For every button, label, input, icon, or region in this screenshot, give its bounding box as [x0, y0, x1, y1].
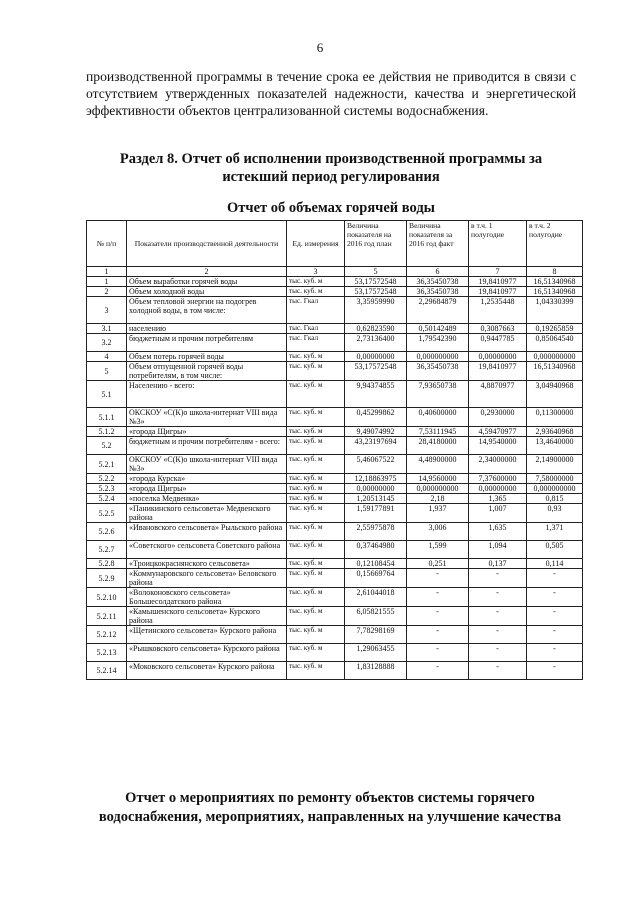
row-unit: тыс. куб. м: [287, 455, 345, 474]
row-half2-value: -: [527, 626, 583, 644]
table-row: [87, 381, 583, 408]
row-half2-value: 0,85064540: [527, 334, 583, 352]
row-indicator: «поселка Медвенка»: [127, 494, 287, 504]
row-plan-value: 53,17572548: [345, 287, 407, 297]
header-half2: в т.ч. 2 полугодие: [527, 221, 583, 267]
row-half2-value: 0,815: [527, 494, 583, 504]
row-indicator: «Троицкокраснянского сельсовета»: [127, 559, 287, 569]
row-fact-value: 2,29684879: [407, 297, 469, 324]
row-plan-value: 9,49074992: [345, 427, 407, 437]
row-half1-value: 19,8410977: [469, 277, 527, 287]
row-number: 5: [87, 362, 127, 381]
footer-title: Отчет о мероприятиях по ремонту объектов системы горячего водоснабжения, мероприятиях, направленных на улучшение качества: [98, 790, 562, 825]
header-unit: Ед. измерения: [287, 221, 345, 267]
table-row: [87, 455, 583, 474]
row-half2-value: 0,114: [527, 559, 583, 569]
row-unit: тыс. куб. м: [287, 494, 345, 504]
row-number: 3.2: [87, 334, 127, 352]
header-plan: Величина показателя на 2016 год план: [345, 221, 407, 267]
row-number: 5.2.13: [87, 644, 127, 662]
table-row: [87, 541, 583, 559]
row-plan-value: 3,35959990: [345, 297, 407, 324]
row-half2-value: -: [527, 588, 583, 607]
row-half1-value: 0,00000000: [469, 484, 527, 494]
row-fact-value: -: [407, 662, 469, 680]
table-row: [87, 607, 583, 626]
row-number: 3.1: [87, 324, 127, 334]
row-fact-value: -: [407, 607, 469, 626]
row-fact-value: 1,79542390: [407, 334, 469, 352]
header-num: № п/п: [87, 221, 127, 267]
row-half1-value: 0,2930000: [469, 408, 527, 427]
row-indicator: Населению - всего:: [127, 381, 287, 408]
row-number: 5.2.2: [87, 474, 127, 484]
row-unit: тыс. куб. м: [287, 541, 345, 559]
row-half1-value: 19,8410977: [469, 287, 527, 297]
row-indicator: ОКСКОУ «С(К)о школа-интернат VIII вида №3»: [127, 408, 287, 427]
row-number: 5.1.2: [87, 427, 127, 437]
row-number: 5.2.8: [87, 559, 127, 569]
column-number-row: [87, 267, 583, 277]
row-half1-value: 4,8870977: [469, 381, 527, 408]
row-half2-value: -: [527, 569, 583, 588]
row-number: 5.2.5: [87, 504, 127, 523]
row-half2-value: -: [527, 644, 583, 662]
row-indicator: бюджетным и прочим потребителям - всего:: [127, 437, 287, 455]
column-number: 2: [127, 267, 287, 277]
row-number: 5.2.1: [87, 455, 127, 474]
row-half1-value: 1,094: [469, 541, 527, 559]
row-plan-value: 0,15669764: [345, 569, 407, 588]
row-plan-value: 1,59177891: [345, 504, 407, 523]
row-indicator: ОКСКОУ «С(К)о школа-интернат VIII вида №3»: [127, 455, 287, 474]
table-row: [87, 569, 583, 588]
table-row: [87, 334, 583, 352]
row-plan-value: 1,29063455: [345, 644, 407, 662]
row-unit: тыс. куб. м: [287, 437, 345, 455]
row-unit: тыс. куб. м: [287, 277, 345, 287]
row-number: 1: [87, 277, 127, 287]
row-plan-value: 7,78298169: [345, 626, 407, 644]
row-plan-value: 1,20513145: [345, 494, 407, 504]
row-indicator: «Камышенского сельсовета» Курского района: [127, 607, 287, 626]
row-half2-value: 3,04940968: [527, 381, 583, 408]
row-plan-value: 5,46067522: [345, 455, 407, 474]
section-title: Раздел 8. Отчет об исполнении производственной программы за истекший период регулирования: [119, 151, 543, 185]
row-fact-value: 2,18: [407, 494, 469, 504]
row-plan-value: 53,17572548: [345, 362, 407, 381]
row-plan-value: 53,17572548: [345, 277, 407, 287]
row-number: 5.2.11: [87, 607, 127, 626]
row-indicator: населению: [127, 324, 287, 334]
page-number: 6: [316, 40, 324, 55]
column-number: 7: [469, 267, 527, 277]
row-plan-value: 2,61044018: [345, 588, 407, 607]
row-indicator: Объем холодной воды: [127, 287, 287, 297]
table-header-row: [87, 221, 583, 267]
table-row: [87, 494, 583, 504]
table-row: [87, 588, 583, 607]
row-unit: тыс. куб. м: [287, 381, 345, 408]
row-number: 5.2.9: [87, 569, 127, 588]
row-half1-value: 7,37600000: [469, 474, 527, 484]
row-indicator: Объем выработки горячей воды: [127, 277, 287, 287]
row-fact-value: 0,000000000: [407, 352, 469, 362]
row-number: 5.2: [87, 437, 127, 455]
row-half2-value: 1,371: [527, 523, 583, 541]
row-half2-value: 13,4640000: [527, 437, 583, 455]
table-body: [87, 277, 583, 680]
row-unit: тыс. куб. м: [287, 287, 345, 297]
row-half1-value: -: [469, 607, 527, 626]
table-row: [87, 626, 583, 644]
row-unit: тыс. куб. м: [287, 588, 345, 607]
row-unit: тыс. куб. м: [287, 504, 345, 523]
table-row: [87, 297, 583, 324]
row-plan-value: 0,12108454: [345, 559, 407, 569]
row-indicator: «города Щигры»: [127, 427, 287, 437]
row-indicator: «Щетинского сельсовета» Курского района: [127, 626, 287, 644]
table-title: Отчет об объемах горячей воды: [226, 200, 435, 216]
row-half2-value: 16,51340968: [527, 362, 583, 381]
row-half1-value: -: [469, 644, 527, 662]
table-row: [87, 277, 583, 287]
column-number: 6: [407, 267, 469, 277]
header-fact: Величина показателя за 2016 год факт: [407, 221, 469, 267]
table-row: [87, 408, 583, 427]
row-half1-value: 19,8410977: [469, 362, 527, 381]
row-indicator: «Волоконовского сельсовета» Большесолдатского района: [127, 588, 287, 607]
table-row: [87, 287, 583, 297]
row-number: 5.1: [87, 381, 127, 408]
row-half2-value: 0,000000000: [527, 484, 583, 494]
row-half1-value: 0,137: [469, 559, 527, 569]
column-number: 1: [87, 267, 127, 277]
row-half2-value: 0,19265859: [527, 324, 583, 334]
row-half2-value: 0,93: [527, 504, 583, 523]
row-half1-value: 2,34000000: [469, 455, 527, 474]
row-number: 3: [87, 297, 127, 324]
row-half2-value: 7,58000000: [527, 474, 583, 484]
row-half1-value: 1,2535448: [469, 297, 527, 324]
row-indicator: «Советского» сельсовета Советского района: [127, 541, 287, 559]
table-row: [87, 427, 583, 437]
row-number: 5.1.1: [87, 408, 127, 427]
row-indicator: «Ивановского сельсовета» Рыльского района: [127, 523, 287, 541]
row-fact-value: 3,006: [407, 523, 469, 541]
row-unit: тыс. куб. м: [287, 352, 345, 362]
table-row: [87, 362, 583, 381]
row-fact-value: 1,937: [407, 504, 469, 523]
row-half1-value: 1,635: [469, 523, 527, 541]
row-half1-value: 1,365: [469, 494, 527, 504]
row-fact-value: 4,48900000: [407, 455, 469, 474]
row-fact-value: 0,40600000: [407, 408, 469, 427]
table-row: [87, 484, 583, 494]
row-half1-value: 0,3087663: [469, 324, 527, 334]
table-row: [87, 352, 583, 362]
row-unit: тыс. куб. м: [287, 474, 345, 484]
row-half2-value: 16,51340968: [527, 287, 583, 297]
row-unit: тыс. куб. м: [287, 408, 345, 427]
row-number: 4: [87, 352, 127, 362]
row-plan-value: 0,62823590: [345, 324, 407, 334]
row-half2-value: 2,93640968: [527, 427, 583, 437]
row-fact-value: -: [407, 588, 469, 607]
table-row: [87, 662, 583, 680]
row-unit: тыс. куб. м: [287, 484, 345, 494]
row-indicator: «Моковского сельсовета» Курского района: [127, 662, 287, 680]
row-unit: тыс. куб. м: [287, 626, 345, 644]
row-half1-value: -: [469, 662, 527, 680]
row-unit: тыс. Гкал: [287, 324, 345, 334]
row-half2-value: 0,000000000: [527, 352, 583, 362]
row-number: 5.2.12: [87, 626, 127, 644]
row-half1-value: 4,59470977: [469, 427, 527, 437]
row-half1-value: -: [469, 626, 527, 644]
row-half1-value: 0,00000000: [469, 352, 527, 362]
table-row: [87, 559, 583, 569]
row-fact-value: 36,35450738: [407, 277, 469, 287]
row-plan-value: 0,00000000: [345, 484, 407, 494]
table-row: [87, 324, 583, 334]
row-unit: тыс. куб. м: [287, 662, 345, 680]
row-indicator: Объем потерь горячей воды: [127, 352, 287, 362]
row-plan-value: 2,55975878: [345, 523, 407, 541]
row-fact-value: 36,35450738: [407, 287, 469, 297]
row-unit: тыс. куб. м: [287, 362, 345, 381]
table-row: [87, 437, 583, 455]
row-fact-value: 7,53111945: [407, 427, 469, 437]
table-row: [87, 523, 583, 541]
row-unit: тыс. куб. м: [287, 569, 345, 588]
row-half2-value: 16,51340968: [527, 277, 583, 287]
row-fact-value: 0,251: [407, 559, 469, 569]
row-unit: тыс. куб. м: [287, 607, 345, 626]
row-fact-value: 1,599: [407, 541, 469, 559]
row-half1-value: -: [469, 588, 527, 607]
row-half1-value: 14,9540000: [469, 437, 527, 455]
row-half1-value: 1,007: [469, 504, 527, 523]
row-fact-value: 14,9560000: [407, 474, 469, 484]
row-half2-value: -: [527, 607, 583, 626]
row-plan-value: 9,94374855: [345, 381, 407, 408]
row-plan-value: 43,23197694: [345, 437, 407, 455]
row-number: 5.2.10: [87, 588, 127, 607]
row-unit: тыс. куб. м: [287, 427, 345, 437]
row-plan-value: 0,37464980: [345, 541, 407, 559]
row-half1-value: -: [469, 569, 527, 588]
table-row: [87, 474, 583, 484]
header-name: Показатели производственной деятельности: [127, 221, 287, 267]
row-fact-value: 36,35450738: [407, 362, 469, 381]
intro-paragraph: производственной программы в течение срока ее действия не приводится в связи с отсутствием утвержденных показателей надежности, качества и энергетической эффективности объектов централизованной системы водоснабжения.: [86, 69, 576, 118]
row-unit: тыс. куб. м: [287, 559, 345, 569]
row-indicator: «Рышковского сельсовета» Курского района: [127, 644, 287, 662]
row-plan-value: 6,05821555: [345, 607, 407, 626]
row-indicator: бюджетным и прочим потребителям: [127, 334, 287, 352]
column-number: 5: [345, 267, 407, 277]
row-half2-value: 0,505: [527, 541, 583, 559]
row-fact-value: 0,50142489: [407, 324, 469, 334]
row-indicator: Объем тепловой энергии на подогрев холодной воды, в том числе:: [127, 297, 287, 324]
column-number: 3: [287, 267, 345, 277]
row-fact-value: 0,000000000: [407, 484, 469, 494]
row-half2-value: 0,11300000: [527, 408, 583, 427]
row-fact-value: -: [407, 644, 469, 662]
row-plan-value: 12,18863975: [345, 474, 407, 484]
row-plan-value: 0,00000000: [345, 352, 407, 362]
row-unit: тыс. куб. м: [287, 523, 345, 541]
row-plan-value: 2,73136400: [345, 334, 407, 352]
header-half1: в т.ч. 1 полугодие: [469, 221, 527, 267]
table-row: [87, 504, 583, 523]
row-half2-value: 2,14900000: [527, 455, 583, 474]
row-number: 5.2.6: [87, 523, 127, 541]
row-unit: тыс. куб. м: [287, 644, 345, 662]
hot-water-volume-table: [86, 220, 583, 680]
row-number: 5.2.14: [87, 662, 127, 680]
row-half2-value: 1,04330399: [527, 297, 583, 324]
row-fact-value: 7,93650738: [407, 381, 469, 408]
row-number: 5.2.7: [87, 541, 127, 559]
row-unit: тыс. Гкал: [287, 334, 345, 352]
row-unit: тыс. Гкал: [287, 297, 345, 324]
row-number: 5.2.3: [87, 484, 127, 494]
row-fact-value: -: [407, 569, 469, 588]
row-fact-value: -: [407, 626, 469, 644]
row-plan-value: 0,45299862: [345, 408, 407, 427]
column-number: 8: [527, 267, 583, 277]
row-fact-value: 28,4180000: [407, 437, 469, 455]
row-number: 2: [87, 287, 127, 297]
row-plan-value: 1,83128888: [345, 662, 407, 680]
row-number: 5.2.4: [87, 494, 127, 504]
table-row: [87, 644, 583, 662]
row-indicator: «Коммунаровского сельсовета» Беловского района: [127, 569, 287, 588]
row-indicator: Объем отпущенной горячей воды потребителям, в том числе:: [127, 362, 287, 381]
row-indicator: «города Курска»: [127, 474, 287, 484]
row-indicator: «Паникинского сельсовета» Медвенского района: [127, 504, 287, 523]
row-half2-value: -: [527, 662, 583, 680]
row-indicator: «города Щигры»: [127, 484, 287, 494]
row-half1-value: 0,9447785: [469, 334, 527, 352]
